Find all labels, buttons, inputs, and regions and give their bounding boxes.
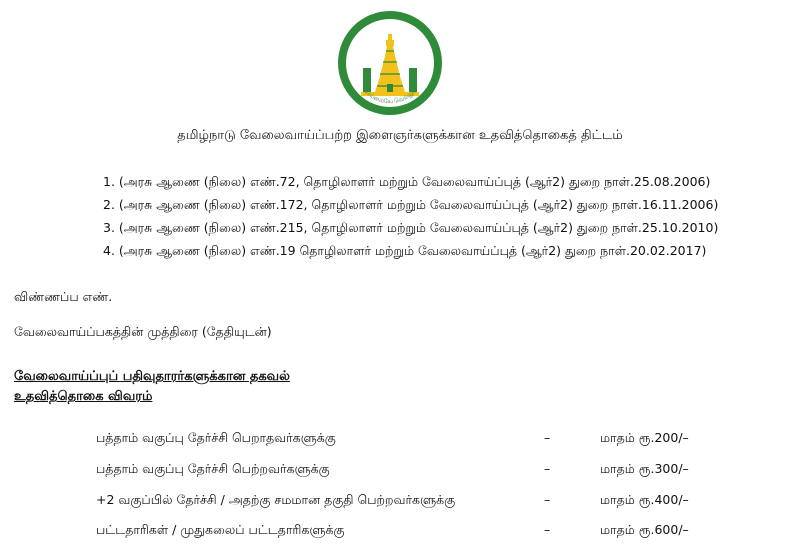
allowance-category: பட்டதாரிகள் / முதுகலைப் பட்டதாரிகளுக்கு: [96, 522, 345, 537]
order-item: 3. (அரசு ஆணை (நிலை) எண்.215, தொழிலாளர் மற்றும் வேலைவாய்ப்புத் (ஆர்2) துறை நாள்.25.10.2010): [103, 220, 719, 235]
allowance-amount: மாதம் ரூ.400/–: [600, 492, 689, 507]
government-emblem-logo: [335, 8, 445, 118]
allowance-amount: மாதம் ரூ.600/–: [600, 522, 689, 537]
allowance-separator: –: [544, 430, 551, 445]
document-title: தமிழ்நாடு வேலைவாய்ப்பற்ற இளைஞர்களுக்கான உதவித்தொகைத் திட்டம்: [177, 128, 623, 143]
allowance-separator: –: [544, 522, 551, 537]
order-item: 4. (அரசு ஆணை (நிலை) எண்.19 தொழிலாளர் மற்றும் வேலைவாய்ப்புத் (ஆர்2) துறை நாள்.20.02.2017): [103, 243, 707, 258]
order-item: 1. (அரசு ஆணை (நிலை) எண்.72, தொழிலாளர் மற்றும் வேலைவாய்ப்புத் (ஆர்2) துறை நாள்.25.08.2006): [103, 174, 711, 189]
allowance-category: பத்தாம் வகுப்பு தேர்ச்சி பெற்றவர்களுக்கு: [96, 461, 330, 476]
allowance-row: [96, 522, 746, 540]
allowance-separator: –: [544, 461, 551, 476]
allowance-separator: –: [544, 492, 551, 507]
government-orders-list: [103, 170, 718, 262]
section-heading-allowance-details: உதவித்தொகை விவரம்: [14, 389, 153, 404]
allowance-row: [96, 461, 746, 479]
section-heading-registrant-info: வேலைவாய்ப்புப் பதிவுதாரர்களுக்கான தகவல்: [14, 369, 290, 384]
office-seal-label: வேலைவாய்ப்பகத்தின் முத்திரை (தேதியுடன்): [14, 324, 272, 339]
allowance-amount: மாதம் ரூ.300/–: [600, 461, 689, 476]
allowance-category: +2 வகுப்பில் தேர்ச்சி / அதற்கு சமமான தகுதி பெற்றவர்களுக்கு: [96, 492, 456, 507]
allowance-row: [96, 492, 746, 510]
order-item: 2. (அரசு ஆணை (நிலை) எண்.172, தொழிலாளர் மற்றும் வேலைவாய்ப்புத் (ஆர்2) துறை நாள்.16.11.2006): [103, 197, 719, 212]
emblem-icon: [335, 8, 445, 118]
emblem-motto: வாய்மையே வெல்லும்: [361, 86, 419, 106]
application-number-label: விண்ணப்ப எண்.: [14, 289, 113, 304]
allowance-row: [96, 430, 746, 448]
emblem-ring-text: தமிழ்நாடு அரசு: [359, 18, 421, 38]
allowance-category: பத்தாம் வகுப்பு தேர்ச்சி பெறாதவர்களுக்கு: [96, 430, 336, 445]
allowance-amount: மாதம் ரூ.200/–: [600, 430, 689, 445]
